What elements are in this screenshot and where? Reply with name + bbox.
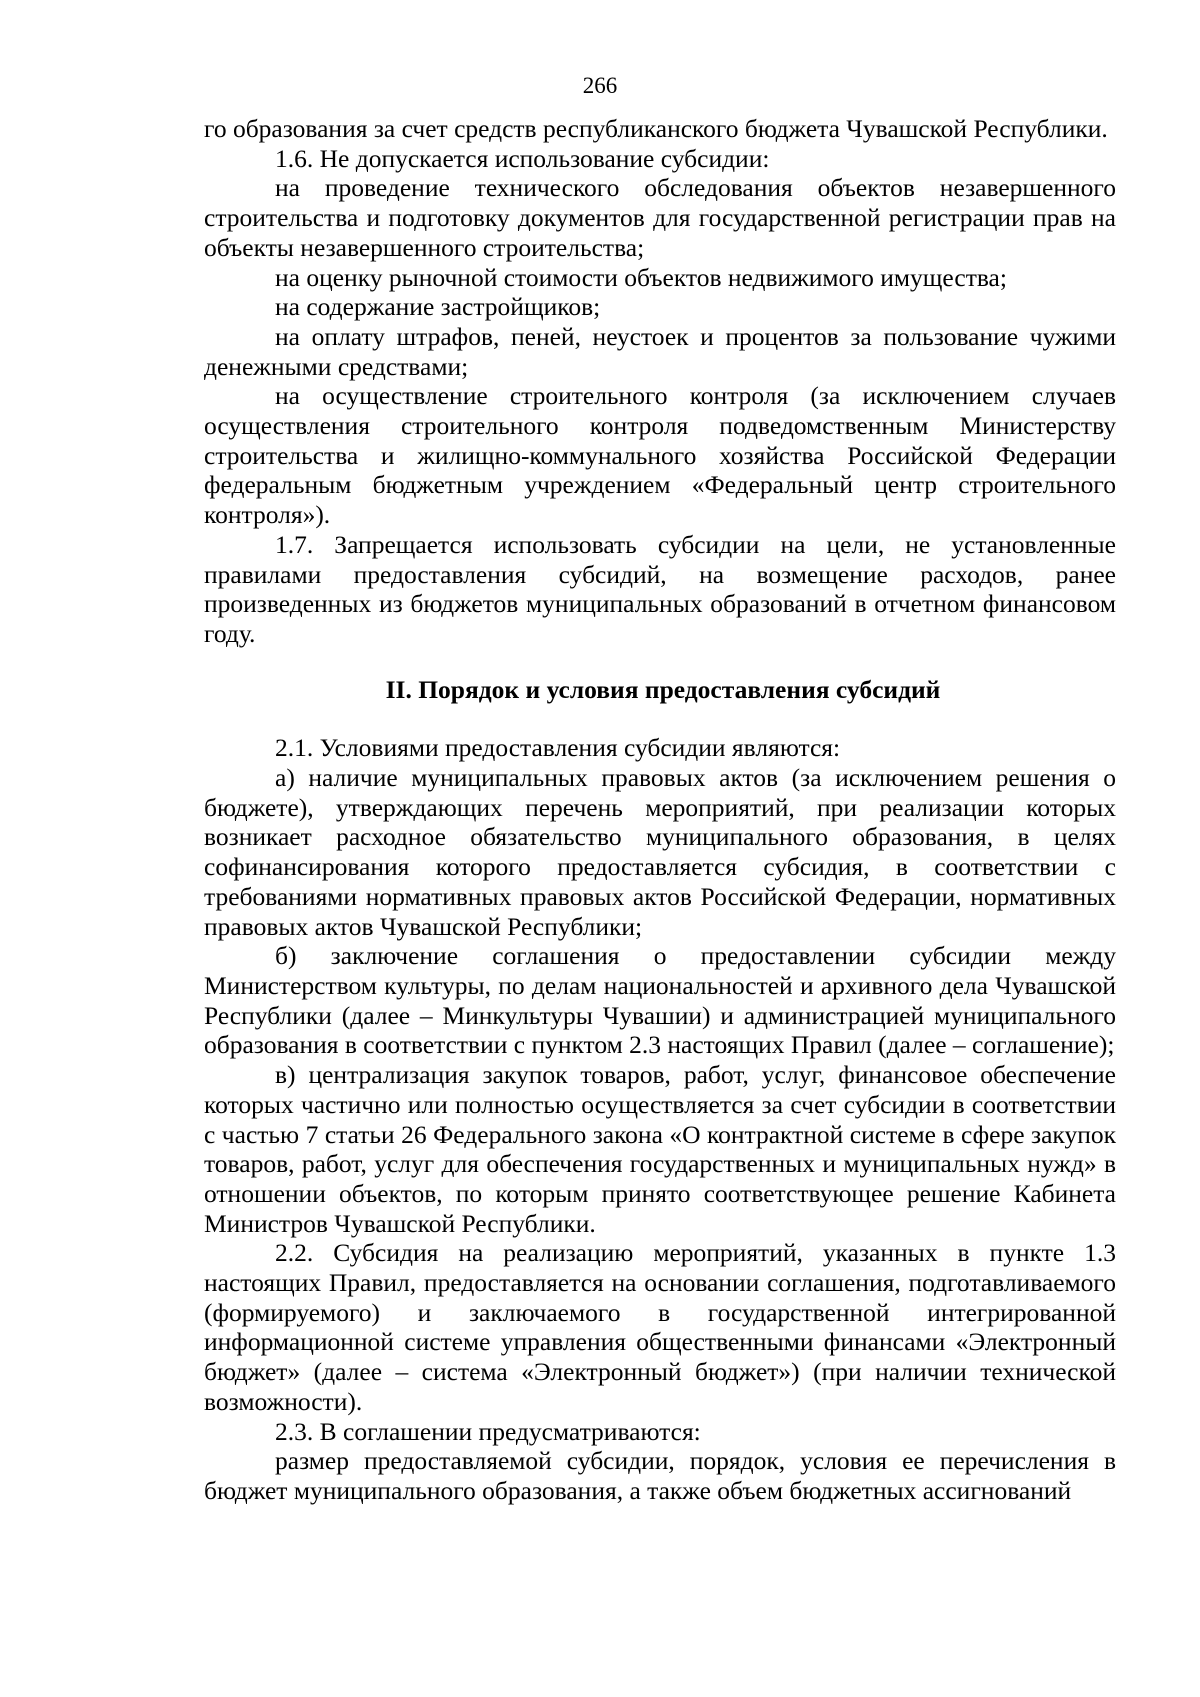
paragraph-2-2: 2.2. Субсидия на реализацию мероприятий, указанных в пункте 1.3 настоящих Правил, предоставляется на основании соглашения, подготавливаемого (формируемого) и заключаемого в государственной интегрированной информационной системе управления общественными финансами «Электронный бюджет» (далее – система «Электронный бюджет») (при наличии технической возможности). bbox=[204, 1238, 1116, 1416]
paragraph-1-6-survey: на проведение технического обследования объектов незавершенного строительства и подготовку документов для государственной регистрации прав на объекты незавершенного строительства; bbox=[204, 173, 1116, 262]
paragraph-1-6: 1.6. Не допускается использование субсидии: bbox=[275, 143, 770, 173]
paragraph-1-6-valuation: на оценку рыночной стоимости объектов недвижимого имущества; bbox=[275, 262, 1007, 292]
paragraph-2-3-size: размер предоставляемой субсидии, порядок, условия ее перечисления в бюджет муниципального образования, а также объем бюджетных ассигнований bbox=[204, 1446, 1116, 1505]
section-heading: II. Порядок и условия предоставления субсидий bbox=[385, 674, 941, 704]
paragraph-1-6-developers: на содержание застройщиков; bbox=[275, 292, 601, 322]
paragraph-2-1-c: в) централизация закупок товаров, работ, услуг, финансовое обеспечение которых частично или полностью осуществляется за счет субсидии в соответствии с частью 7 статьи 26 Федерального закона «О контрактной системе в сфере закупок товаров, работ, услуг для обеспечения государственных и муниципальных нужд» в отношении объектов, по которым принято соответствующее решение Кабинета Министров Чувашской Республики. bbox=[204, 1060, 1116, 1238]
paragraph-2-3: 2.3. В соглашении предусматриваются: bbox=[275, 1416, 701, 1446]
paragraph-continuation: го образования за счет средств республиканского бюджета Чувашской Республики. bbox=[204, 114, 1108, 143]
paragraph-2-1: 2.1. Условиями предоставления субсидии являются: bbox=[275, 733, 841, 763]
paragraph-2-1-a: а) наличие муниципальных правовых актов (за исключением решения о бюджете), утверждающих перечень мероприятий, при реализации которых возникает расходное обязательство муниципального образования, в целях софинансирования которого предоставляется субсидия, в соответствии с требованиями нормативных правовых актов Российской Федерации, нормативных правовых актов Чувашской Республики; bbox=[204, 763, 1116, 941]
paragraph-2-1-b: б) заключение соглашения о предоставлении субсидии между Министерством культуры, по делам национальностей и архивного дела Чувашской Республики (далее – Минкультуры Чувашии) и администрацией муниципального образования в соответствии с пунктом 2.3 настоящих Правил (далее – соглашение); bbox=[204, 941, 1116, 1060]
page-number: 266 bbox=[582, 73, 618, 98]
paragraph-1-6-fines: на оплату штрафов, пеней, неустоек и процентов за пользование чужими денежными средствами; bbox=[204, 321, 1116, 381]
document-body bbox=[204, 114, 1116, 1506]
paragraph-1-7: 1.7. Запрещается использовать субсидии на цели, не установленные правилами предоставления субсидий, на возмещение расходов, ранее произведенных из бюджетов муниципальных образований в отчетном финансовом году. bbox=[204, 529, 1116, 648]
paragraph-1-6-control: на осуществление строительного контроля (за исключением случаев осуществления строительного контроля подведомственным Министерству строительства и жилищно-коммунального хозяйства Российской Федерации федеральным бюджетным учреждением «Федеральный центр строительного контроля»). bbox=[204, 381, 1116, 530]
